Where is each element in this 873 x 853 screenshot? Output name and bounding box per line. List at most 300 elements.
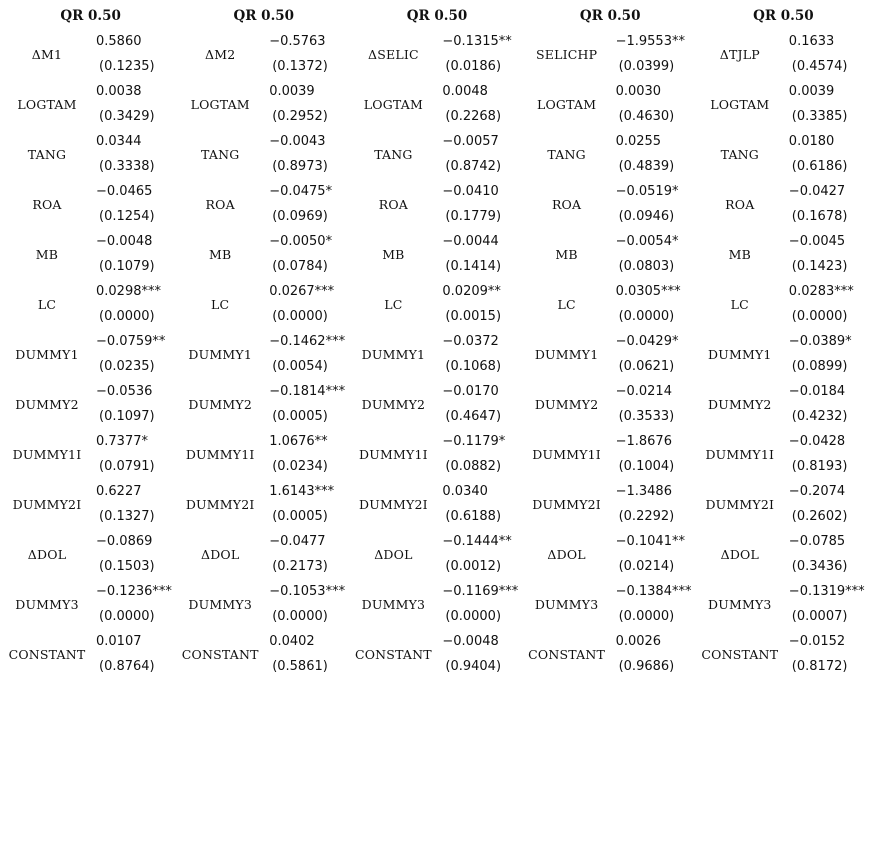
estimate-cell: [610, 579, 697, 629]
table-row: [524, 479, 697, 529]
estimate-cell: [610, 229, 697, 279]
estimate-cell: [436, 479, 523, 529]
variable-name: DUMMY3: [534, 596, 599, 612]
p-value: (0.0969): [272, 209, 328, 224]
variable-name: DUMMY1I: [185, 446, 255, 462]
coefficient-value: 0.0402: [269, 634, 315, 649]
p-value: (0.0803): [618, 259, 675, 274]
estimate-cell: [783, 629, 870, 679]
variable-name: DUMMY2: [188, 396, 252, 412]
estimate-cell: [436, 429, 523, 479]
estimate-cell: [783, 579, 870, 629]
table-row: [524, 379, 697, 429]
variable-name: ΔDOL: [200, 546, 240, 562]
table-row: [697, 379, 870, 429]
table-row: [350, 79, 523, 129]
coefficient-value: −0.0045: [788, 234, 846, 249]
coefficient-value: −0.0410: [442, 184, 499, 199]
estimate-cell: [610, 179, 697, 229]
coefficient-value: −0.0043: [269, 134, 326, 149]
table-row: [4, 529, 177, 579]
column-header: QR 0.50: [233, 8, 295, 24]
coefficient-value: 0.0298***: [96, 284, 161, 299]
coefficient-value: 0.0038: [96, 84, 142, 99]
regression-results-table: [4, 3, 870, 679]
variable-name: LOGTAM: [536, 96, 597, 112]
estimate-cell: [90, 279, 177, 329]
estimate-cell: [436, 29, 523, 79]
table-row: [350, 29, 523, 79]
p-value: (0.0399): [618, 59, 675, 74]
variable-name: MB: [555, 246, 578, 262]
estimate-cell: [90, 379, 177, 429]
p-value: (0.0234): [272, 459, 328, 474]
variable-name: DUMMY2I: [12, 496, 82, 512]
coefficient-value: −0.1315**: [442, 34, 512, 49]
coefficient-value: −0.1041**: [615, 534, 685, 549]
p-value: (0.4647): [445, 409, 502, 424]
estimate-cell: [783, 529, 870, 579]
p-value: (0.4630): [618, 109, 675, 124]
variable-name: TANG: [374, 146, 413, 162]
variable-name: ΔDOL: [547, 546, 586, 562]
variable-name: DUMMY1: [534, 346, 599, 362]
coefficient-value: −0.0152: [788, 634, 846, 649]
estimate-cell: [610, 329, 697, 379]
p-value: (0.1004): [618, 459, 675, 474]
coefficient-value: 0.0039: [788, 84, 835, 99]
variable-name: CONSTANT: [181, 646, 259, 662]
table-row: [350, 429, 523, 479]
p-value: (0.0186): [445, 59, 502, 74]
coefficient-value: 0.0255: [615, 134, 662, 149]
coefficient-value: 0.0267***: [269, 284, 335, 299]
p-value: (0.0012): [445, 559, 502, 574]
table-row: [350, 329, 523, 379]
table-row: [177, 479, 350, 529]
variable-name: DUMMY2I: [532, 496, 601, 512]
estimate-cell: [436, 279, 523, 329]
p-value: (0.3533): [618, 409, 675, 424]
p-value: (0.8742): [445, 159, 502, 174]
p-value: (0.0000): [272, 309, 328, 324]
variable-name: DUMMY2I: [359, 496, 428, 512]
table-row: [177, 79, 350, 129]
p-value: (0.1372): [272, 59, 328, 74]
table-row: [177, 379, 350, 429]
variable-name: ΔSELIC: [368, 46, 419, 62]
variable-name: ΔDOL: [374, 546, 413, 562]
coefficient-value: 0.0180: [788, 134, 835, 149]
coefficient-value: −0.0048: [96, 234, 153, 249]
estimate-cell: [263, 79, 350, 129]
column-header: QR 0.50: [406, 8, 468, 24]
p-value: (0.2952): [272, 109, 328, 124]
variable-name: DUMMY2: [534, 396, 599, 412]
variable-name: DUMMY1: [708, 346, 772, 362]
variable-name: MB: [728, 246, 751, 262]
variable-name: ROA: [378, 196, 409, 212]
estimate-cell: [610, 379, 697, 429]
p-value: (0.8172): [791, 659, 848, 674]
coefficient-value: −1.3486: [615, 484, 672, 499]
results-column: [350, 3, 523, 679]
table-row: [177, 529, 350, 579]
table-row: [350, 629, 523, 679]
coefficient-value: −0.0429*: [615, 334, 679, 349]
coefficient-value: −0.1814***: [269, 384, 346, 399]
coefficient-value: 1.6143***: [269, 484, 335, 499]
variable-name: TANG: [27, 146, 67, 162]
p-value: (0.3338): [99, 159, 155, 174]
coefficient-value: −0.0372: [442, 334, 499, 349]
estimate-cell: [263, 179, 350, 229]
estimate-cell: [90, 129, 177, 179]
coefficient-value: 0.7377*: [96, 434, 148, 449]
table-row: [177, 429, 350, 479]
estimate-cell: [263, 279, 350, 329]
p-value: (0.8973): [272, 159, 328, 174]
coefficient-value: −0.0785: [788, 534, 846, 549]
p-value: (0.3385): [791, 109, 848, 124]
variable-name: DUMMY2I: [705, 496, 775, 512]
coefficient-value: −0.0050*: [269, 234, 333, 249]
estimate-cell: [436, 629, 523, 679]
coefficient-value: −0.0759**: [96, 334, 166, 349]
p-value: (0.4232): [791, 409, 848, 424]
table-row: [4, 429, 177, 479]
table-row: [350, 479, 523, 529]
estimate-cell: [436, 179, 523, 229]
variable-name: ROA: [725, 196, 755, 212]
p-value: (0.0005): [272, 409, 328, 424]
variable-name: SELICHP: [535, 46, 598, 62]
table-row: [350, 279, 523, 329]
table-row: [4, 579, 177, 629]
table-row: [4, 79, 177, 129]
variable-name: MB: [382, 246, 405, 262]
table-row: [524, 79, 697, 129]
estimate-cell: [90, 179, 177, 229]
p-value: (0.0946): [618, 209, 675, 224]
table-row: [177, 329, 350, 379]
table-row: [697, 479, 870, 529]
estimate-cell: [263, 629, 350, 679]
estimate-cell: [90, 629, 177, 679]
coefficient-value: −0.0048: [442, 634, 499, 649]
p-value: (0.0000): [618, 609, 675, 624]
coefficient-value: −0.0057: [442, 134, 499, 149]
table-row: [524, 179, 697, 229]
p-value: (0.0899): [791, 359, 848, 374]
table-row: [4, 279, 177, 329]
p-value: (0.0882): [445, 459, 502, 474]
p-value: (0.0235): [99, 359, 155, 374]
table-row: [177, 629, 350, 679]
table-row: [697, 279, 870, 329]
p-value: (0.8193): [791, 459, 848, 474]
variable-name: MB: [35, 246, 59, 262]
p-value: (0.0000): [445, 609, 502, 624]
estimate-cell: [90, 529, 177, 579]
variable-name: CONSTANT: [8, 646, 86, 662]
coefficient-value: −0.0428: [788, 434, 846, 449]
p-value: (0.6186): [791, 159, 848, 174]
table-row: [177, 179, 350, 229]
estimate-cell: [263, 329, 350, 379]
p-value: (0.3429): [99, 109, 155, 124]
p-value: (0.0000): [618, 309, 675, 324]
coefficient-value: −0.0214: [615, 384, 672, 399]
estimate-cell: [783, 429, 870, 479]
coefficient-value: −0.0184: [788, 384, 846, 399]
p-value: (0.0000): [272, 609, 328, 624]
p-value: (0.2268): [445, 109, 502, 124]
results-column: [524, 3, 697, 679]
variable-name: ΔM2: [204, 46, 236, 62]
p-value: (0.1079): [99, 259, 155, 274]
variable-name: ΔTJLP: [719, 46, 760, 62]
p-value: (0.1423): [791, 259, 848, 274]
coefficient-value: −0.1169***: [442, 584, 519, 599]
variable-name: LOGTAM: [710, 96, 770, 112]
variable-name: DUMMY1: [188, 346, 252, 362]
table-row: [4, 179, 177, 229]
coefficient-value: 0.0209**: [442, 284, 501, 299]
p-value: (0.2292): [618, 509, 675, 524]
estimate-cell: [263, 529, 350, 579]
table-row: [177, 129, 350, 179]
estimate-cell: [263, 129, 350, 179]
p-value: (0.0054): [272, 359, 328, 374]
table-row: [697, 79, 870, 129]
variable-name: LOGTAM: [363, 96, 423, 112]
p-value: (0.9404): [445, 659, 502, 674]
p-value: (0.2173): [272, 559, 328, 574]
p-value: (0.0214): [618, 559, 675, 574]
table-row: [4, 479, 177, 529]
variable-name: DUMMY1I: [359, 446, 428, 462]
coefficient-value: 0.0048: [442, 84, 488, 99]
coefficient-value: −0.0519*: [615, 184, 679, 199]
estimate-cell: [783, 479, 870, 529]
p-value: (0.6188): [445, 509, 502, 524]
estimate-cell: [263, 29, 350, 79]
coefficient-value: 1.0676**: [269, 434, 328, 449]
coefficient-value: −0.2074: [788, 484, 846, 499]
table-row: [350, 129, 523, 179]
coefficient-value: −0.0170: [442, 384, 499, 399]
results-column: [697, 3, 870, 679]
table-row: [697, 179, 870, 229]
estimate-cell: [783, 229, 870, 279]
coefficient-value: 0.0340: [442, 484, 488, 499]
estimate-cell: [610, 479, 697, 529]
p-value: (0.0791): [99, 459, 155, 474]
coefficient-value: −0.0465: [96, 184, 153, 199]
variable-name: DUMMY2: [708, 396, 772, 412]
p-value: (0.1779): [445, 209, 502, 224]
p-value: (0.0784): [272, 259, 328, 274]
coefficient-value: −0.1462***: [269, 334, 346, 349]
p-value: (0.4574): [791, 59, 848, 74]
coefficient-value: 0.5860: [96, 34, 142, 49]
variable-name: LC: [37, 296, 57, 312]
table-row: [697, 579, 870, 629]
variable-name: LC: [211, 296, 230, 312]
results-column: [4, 3, 177, 679]
coefficient-value: −0.1236***: [96, 584, 172, 599]
estimate-cell: [436, 229, 523, 279]
p-value: (0.0621): [618, 359, 675, 374]
coefficient-value: 0.0283***: [788, 284, 854, 299]
p-value: (0.0007): [791, 609, 848, 624]
variable-name: DUMMY1I: [532, 446, 601, 462]
estimate-cell: [90, 29, 177, 79]
coefficient-value: −1.8676: [615, 434, 672, 449]
p-value: (0.5861): [272, 659, 328, 674]
coefficient-value: −0.0869: [96, 534, 153, 549]
estimate-cell: [783, 179, 870, 229]
variable-name: CONSTANT: [354, 646, 432, 662]
table-row: [697, 29, 870, 79]
p-value: (0.0015): [445, 309, 502, 324]
table-row: [4, 29, 177, 79]
estimate-cell: [436, 129, 523, 179]
table-row: [697, 629, 870, 679]
variable-name: ROA: [32, 196, 62, 212]
coefficient-value: −1.9553**: [615, 34, 685, 49]
coefficient-value: −0.1444**: [442, 534, 512, 549]
p-value: (0.0005): [272, 509, 328, 524]
coefficient-value: −0.1053***: [269, 584, 346, 599]
p-value: (0.8764): [99, 659, 155, 674]
p-value: (0.1254): [99, 209, 155, 224]
table-row: [524, 279, 697, 329]
estimate-cell: [263, 379, 350, 429]
variable-name: LOGTAM: [17, 96, 77, 112]
variable-name: DUMMY1I: [705, 446, 775, 462]
variable-name: CONSTANT: [528, 646, 606, 662]
coefficient-value: −0.5763: [269, 34, 326, 49]
table-row: [350, 379, 523, 429]
estimate-cell: [90, 429, 177, 479]
p-value: (0.3436): [791, 559, 848, 574]
coefficient-value: −0.1319***: [788, 584, 865, 599]
estimate-cell: [783, 379, 870, 429]
coefficient-value: −0.0536: [96, 384, 153, 399]
variable-name: ΔM1: [31, 46, 63, 62]
p-value: (0.1503): [99, 559, 155, 574]
p-value: (0.9686): [618, 659, 675, 674]
estimate-cell: [436, 329, 523, 379]
variable-name: TANG: [720, 146, 759, 162]
p-value: (0.0000): [99, 609, 155, 624]
table-row: [4, 629, 177, 679]
estimate-cell: [263, 429, 350, 479]
p-value: (0.1068): [445, 359, 502, 374]
variable-name: DUMMY3: [708, 596, 772, 612]
table-row: [524, 229, 697, 279]
variable-name: TANG: [200, 146, 240, 162]
table-row: [697, 329, 870, 379]
estimate-cell: [783, 329, 870, 379]
variable-name: DUMMY2I: [185, 496, 255, 512]
estimate-cell: [783, 279, 870, 329]
variable-name: DUMMY2: [15, 396, 79, 412]
coefficient-value: −0.0475*: [269, 184, 333, 199]
p-value: (0.1327): [99, 509, 155, 524]
coefficient-value: 0.0344: [96, 134, 142, 149]
coefficient-value: 0.0107: [96, 634, 142, 649]
estimate-cell: [90, 229, 177, 279]
variable-name: DUMMY3: [188, 596, 252, 612]
table-row: [350, 179, 523, 229]
table-row: [177, 579, 350, 629]
coefficient-value: −0.0477: [269, 534, 326, 549]
estimate-cell: [783, 129, 870, 179]
estimate-cell: [263, 479, 350, 529]
variable-name: TANG: [547, 146, 586, 162]
estimate-cell: [610, 29, 697, 79]
p-value: (0.2602): [791, 509, 848, 524]
table-row: [350, 579, 523, 629]
table-row: [697, 529, 870, 579]
coefficient-value: −0.0389*: [788, 334, 852, 349]
table-row: [524, 29, 697, 79]
table-row: [4, 329, 177, 379]
estimate-cell: [436, 379, 523, 429]
table-row: [697, 129, 870, 179]
variable-name: ΔDOL: [720, 546, 759, 562]
estimate-cell: [436, 79, 523, 129]
table-row: [177, 279, 350, 329]
variable-name: DUMMY2: [361, 396, 426, 412]
table-row: [524, 629, 697, 679]
table-row: [524, 529, 697, 579]
column-header: QR 0.50: [579, 8, 641, 24]
table-row: [4, 379, 177, 429]
p-value: (0.0000): [99, 309, 155, 324]
table-row: [4, 229, 177, 279]
estimate-cell: [783, 29, 870, 79]
estimate-cell: [90, 579, 177, 629]
coefficient-value: −0.1384***: [615, 584, 692, 599]
variable-name: DUMMY1: [15, 346, 79, 362]
estimate-cell: [263, 229, 350, 279]
estimate-cell: [610, 529, 697, 579]
coefficient-value: −0.0044: [442, 234, 499, 249]
table-row: [350, 529, 523, 579]
coefficient-value: −0.0054*: [615, 234, 679, 249]
variable-name: MB: [208, 246, 232, 262]
estimate-cell: [90, 329, 177, 379]
variable-name: DUMMY1: [361, 346, 426, 362]
estimate-cell: [436, 529, 523, 579]
variable-name: DUMMY3: [15, 596, 79, 612]
results-column: [177, 3, 350, 679]
estimate-cell: [436, 579, 523, 629]
estimate-cell: [263, 579, 350, 629]
column-header: QR 0.50: [753, 8, 814, 24]
variable-name: ΔDOL: [27, 546, 67, 562]
table-row: [177, 29, 350, 79]
variable-name: ROA: [551, 196, 582, 212]
table-row: [177, 229, 350, 279]
coefficient-value: −0.0427: [788, 184, 846, 199]
estimate-cell: [610, 629, 697, 679]
table-row: [697, 429, 870, 479]
